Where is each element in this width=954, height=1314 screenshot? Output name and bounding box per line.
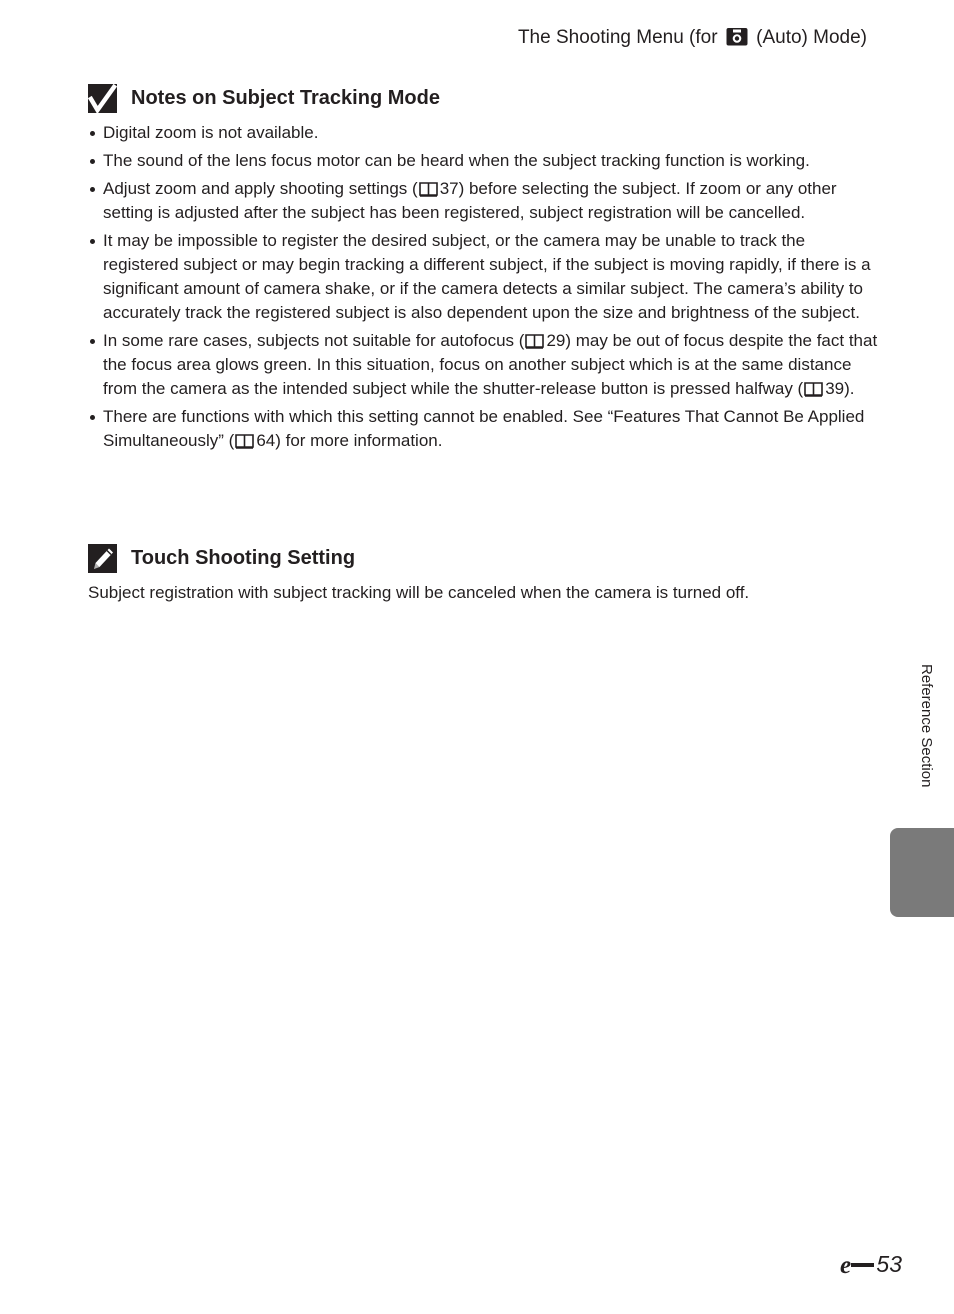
book-reference-icon: [419, 181, 438, 197]
book-reference-icon: [525, 333, 544, 349]
list-item: Digital zoom is not available.: [88, 121, 878, 145]
header-title-prefix: The Shooting Menu (for: [517, 27, 718, 48]
notes-heading-row: [88, 84, 440, 113]
page-number-value: 53: [876, 1251, 902, 1277]
camera-auto-mode-icon: [726, 27, 748, 46]
section-tab: [890, 828, 954, 917]
list-item: There are functions with which this setting cannot be enabled. See “Features That Cannot Be Applied Simultaneously” ( 64) for more information.: [88, 405, 878, 453]
pencil-icon: [88, 544, 117, 573]
svg-text:e: e: [840, 1251, 852, 1278]
running-header: [518, 27, 867, 49]
list-item: In some rare cases, subjects not suitable for autofocus ( 29) may be out of focus despite the fact that the focus area glows green. In this situation, focus on another subject which is at the same distance from the camera as the intended subject while the shutter-release button is pressed halfway ( 39).: [88, 329, 878, 401]
notes-heading: Notes on Subject Tracking Mode: [131, 87, 440, 109]
checkmark-icon: [88, 84, 117, 113]
reference-e-icon: [840, 1252, 876, 1278]
touch-heading: Touch Shooting Setting: [131, 547, 356, 569]
page-number: [840, 1251, 902, 1278]
notes-list: [88, 121, 878, 457]
list-item: The sound of the lens focus motor can be heard when the subject tracking function is working.: [88, 149, 878, 173]
list-item: Adjust zoom and apply shooting settings ( 37) before selecting the subject. If zoom or any other setting is adjusted after the subject has been registered, subject registration will be cancelled.: [88, 177, 878, 225]
touch-heading-row: [88, 544, 355, 573]
side-section-label: Reference Section: [918, 664, 935, 788]
header-title-suffix: (Auto) Mode): [756, 27, 867, 48]
book-reference-icon: [235, 433, 254, 449]
book-reference-icon: [804, 381, 823, 397]
list-item: It may be impossible to register the desired subject, or the camera may be unable to track the registered subject or may begin tracking a different subject, if the subject is moving rapidly, if there is a significant amount of camera shake, or if the camera detects a similar subject. The camera’s ability to accurately track the registered subject is also dependent upon the size and brightness of the subject.: [88, 229, 878, 325]
touch-body: Subject registration with subject tracking will be canceled when the camera is turned off.: [88, 583, 750, 602]
